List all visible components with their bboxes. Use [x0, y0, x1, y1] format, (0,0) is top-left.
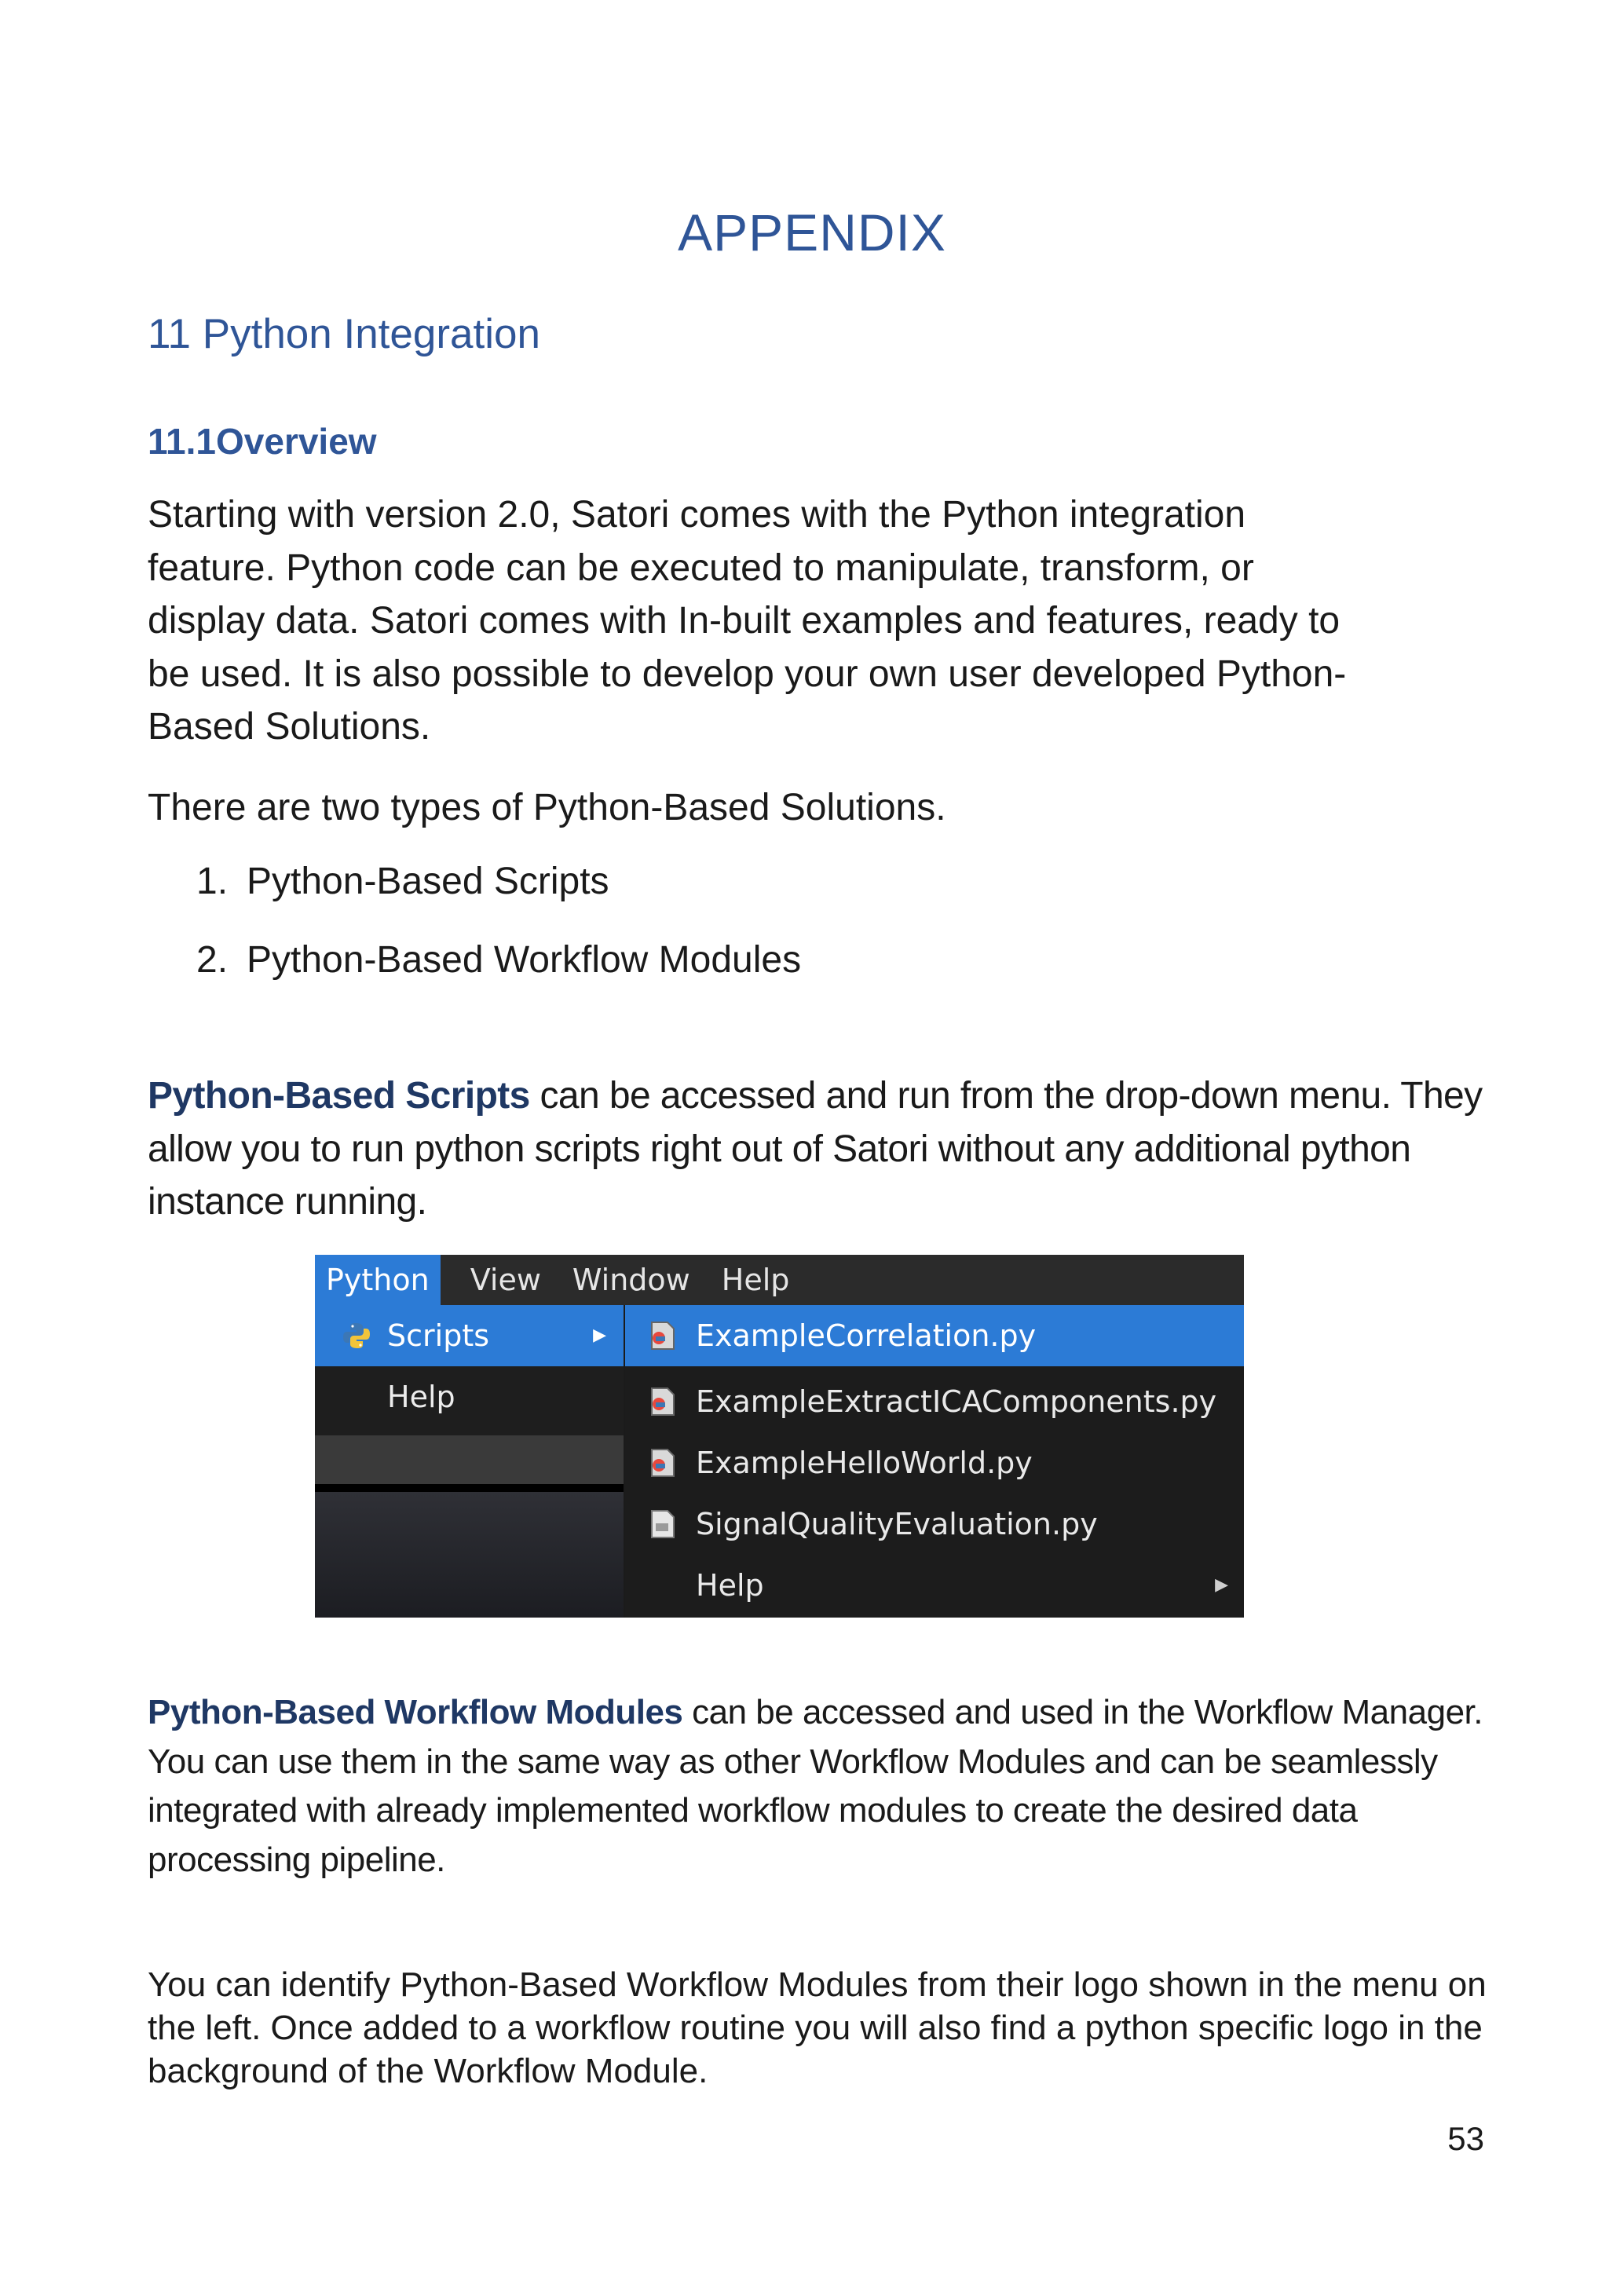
menu-bar: [315, 1255, 1244, 1305]
file-icon: [649, 1509, 677, 1539]
modules-text: can be accessed and used in the Workflow Manager. You can use them in the same way as other Workflow Modules and can be seamlessly integrated with already implemented workflow modules to create the desired data processing pipeline.: [148, 1693, 1483, 1879]
menu-python[interactable]: Python: [315, 1255, 441, 1305]
overview-paragraph: Starting with version 2.0, Satori comes with the Python integration feature. Python code can be executed to manipulate, transform, or display data. Satori comes with In-built examples and features, ready to be used. It is also possible to develop your own user developed Python-Based Solutions.: [148, 494, 1347, 748]
menu-item-scripts[interactable]: [315, 1305, 624, 1366]
python-menu-screenshot: [315, 1255, 1244, 1618]
submenu-item-label: SignalQualityEvaluation.py: [696, 1507, 1098, 1541]
page-title: APPENDIX: [678, 203, 946, 261]
app-background: [315, 1492, 624, 1618]
scripts-text: can be accessed and run from the drop-down menu. They allow you to run python scripts right out of Satori without any additional python instance running.: [148, 1075, 1483, 1223]
identify-paragraph: You can identify Python-Based Workflow Modules from their logo shown in the menu on the left. Once added to a workflow routine you will also find a python specific logo in the background of the Workflow Module.: [148, 1965, 1487, 2090]
menu-separator-area: [315, 1435, 624, 1484]
modules-paragraph: [148, 1688, 1498, 1885]
list-item: [196, 860, 609, 903]
submenu-arrow-icon: ▶: [1215, 1575, 1228, 1595]
submenu-item-help[interactable]: [625, 1555, 1244, 1616]
python-file-icon: [649, 1448, 677, 1478]
python-file-icon: [649, 1321, 677, 1351]
submenu-item-example-correlation[interactable]: [625, 1305, 1244, 1366]
menu-view[interactable]: View: [470, 1263, 541, 1297]
submenu-item-label: ExampleExtractICAComponents.py: [696, 1384, 1217, 1419]
scripts-lead: Python-Based Scripts: [148, 1075, 530, 1117]
scripts-paragraph: [148, 1069, 1498, 1229]
python-file-icon: [649, 1387, 677, 1417]
submenu-item-example-hello-world[interactable]: [625, 1432, 1244, 1493]
subsection-heading: 11.1Overview: [148, 421, 377, 462]
list-text: Python-Based Workflow Modules: [247, 939, 802, 981]
list-text: Python-Based Scripts: [247, 861, 609, 902]
menu-help[interactable]: Help: [721, 1263, 790, 1297]
list-number: 1.: [196, 861, 229, 902]
modules-lead: Python-Based Workflow Modules: [148, 1693, 683, 1731]
menu-item-label: Scripts: [387, 1318, 490, 1353]
submenu-item-label: ExampleCorrelation.py: [696, 1318, 1037, 1353]
list-item: [196, 938, 801, 982]
page-number: 53: [1447, 2120, 1484, 2157]
types-paragraph: There are two types of Python-Based Solutions.: [148, 787, 946, 828]
python-dropdown: [315, 1305, 624, 1618]
list-number: 2.: [196, 939, 229, 981]
section-heading: 11 Python Integration: [148, 311, 540, 357]
submenu-item-label: Help: [696, 1568, 764, 1603]
menu-window[interactable]: Window: [572, 1263, 690, 1297]
submenu-item-example-extract-ica[interactable]: [625, 1371, 1244, 1432]
submenu-item-signal-quality[interactable]: [625, 1493, 1244, 1555]
python-logo-icon: [342, 1321, 371, 1351]
menu-item-label: Help: [387, 1380, 455, 1414]
submenu-arrow-icon: ▶: [593, 1325, 606, 1345]
submenu-item-label: ExampleHelloWorld.py: [696, 1446, 1033, 1480]
menu-item-help[interactable]: [315, 1366, 624, 1428]
scripts-submenu: [625, 1305, 1244, 1618]
divider: [315, 1484, 624, 1492]
